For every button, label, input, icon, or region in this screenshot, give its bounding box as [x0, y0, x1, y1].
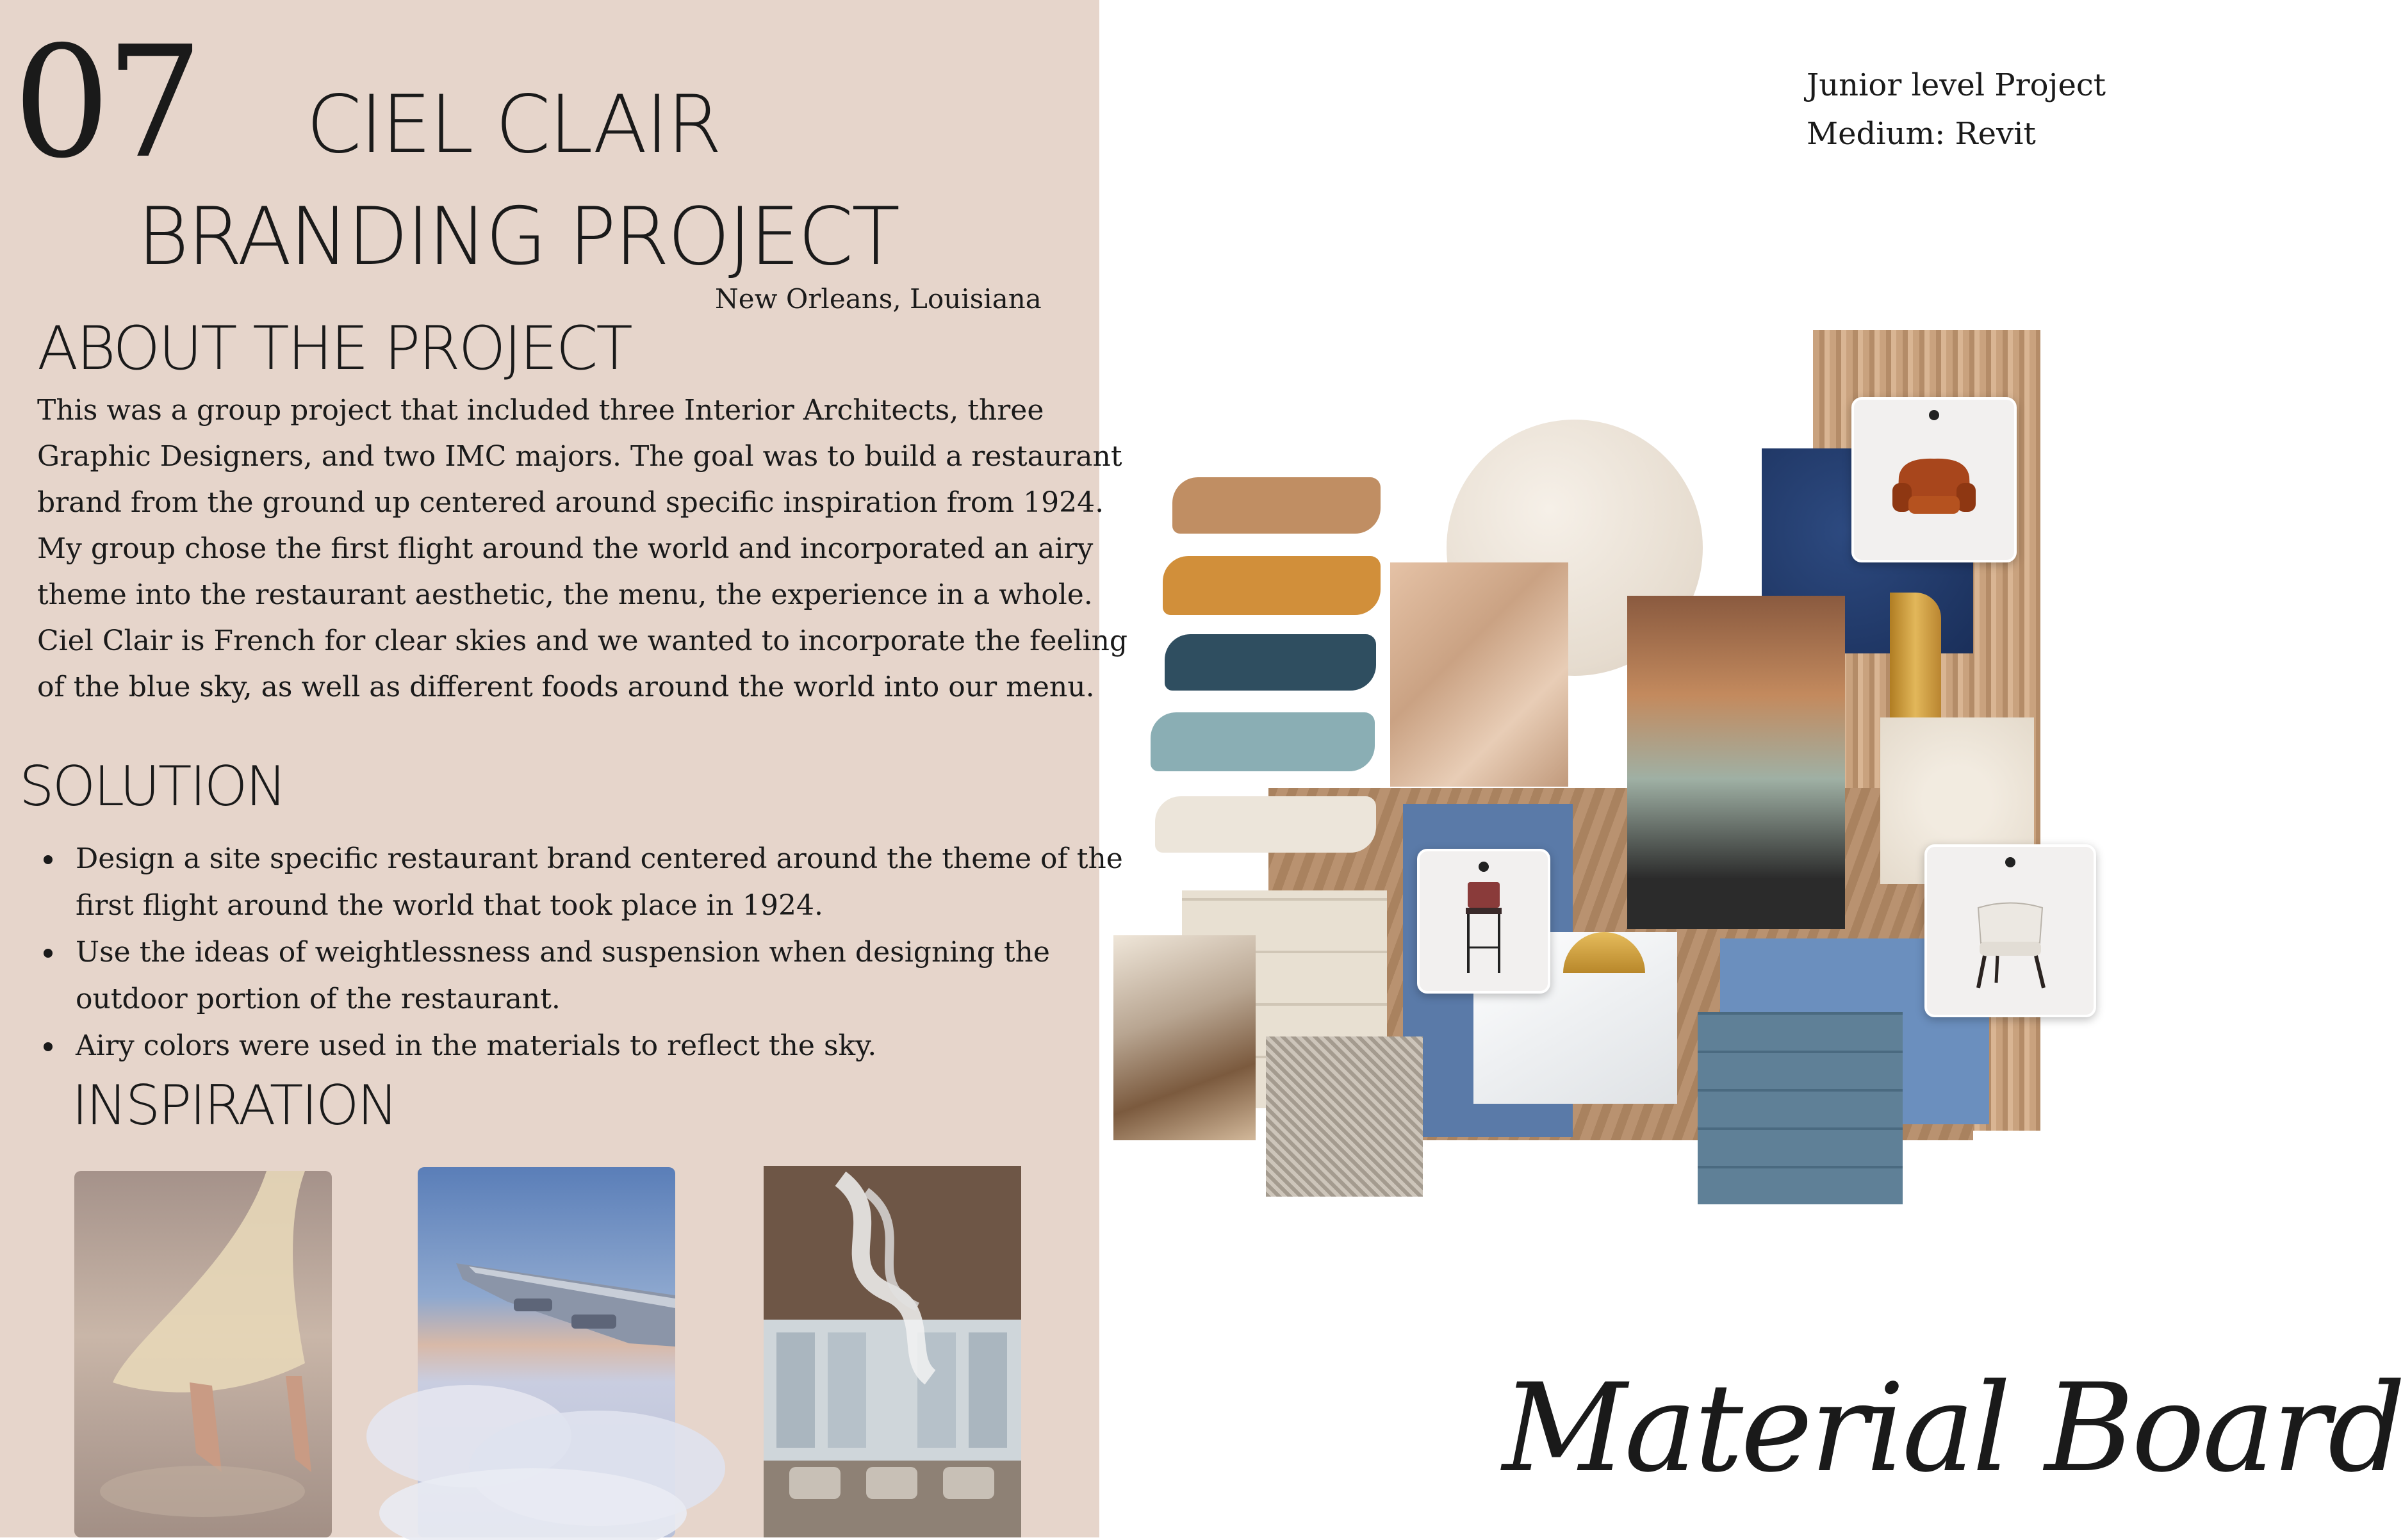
- restaurant-interior-photo: [1627, 596, 1845, 929]
- pin-icon: [1929, 410, 1939, 420]
- about-paragraph: [37, 388, 1128, 710]
- project-title-line1: CIEL CLAIR: [306, 79, 721, 171]
- blue-ceramic-tiles: [1698, 1012, 1903, 1204]
- project-title-line2: BRANDING PROJECT: [137, 191, 899, 283]
- bullet-text: first flight around the world that took place in 1924.: [76, 889, 823, 922]
- inspiration-photo-flowing-dress: [74, 1171, 332, 1537]
- inspiration-photo-airplane-wing: [418, 1167, 675, 1537]
- project-level: Junior level Project: [1807, 67, 2106, 103]
- bar-stool-icon: [1420, 851, 1548, 991]
- about-heading: ABOUT THE PROJECT: [37, 314, 631, 384]
- about-line: Graphic Designers, and two IMC majors. The goal was to build a restaurant: [37, 440, 1122, 473]
- solution-bullet: [38, 929, 1089, 1022]
- lounge-chair-card: [1851, 397, 2017, 562]
- pin-icon: [2005, 857, 2015, 867]
- bar-stool-card: [1417, 849, 1550, 994]
- project-number: 07: [13, 13, 199, 192]
- about-line: of the blue sky, as well as different foods around the world into our menu.: [37, 671, 1095, 703]
- bullet-text: Use the ideas of weightlessness and suspension when designing the: [76, 936, 1050, 969]
- lounge-chair-icon: [1854, 400, 2014, 560]
- solution-list: [38, 835, 1123, 1069]
- paint-swatch-ochre: [1163, 556, 1381, 615]
- project-medium: Medium: Revit: [1807, 116, 2036, 152]
- solution-bullet: [38, 835, 1123, 929]
- glass-ripple-sample: [1113, 935, 1256, 1140]
- paint-swatch-cream: [1155, 796, 1376, 853]
- about-line: brand from the ground up centered around specific inspiration from 1924.: [37, 486, 1104, 519]
- inspiration-photo-suspended-interior: [764, 1166, 1021, 1537]
- peach-silk-fabric: [1390, 562, 1568, 787]
- solution-bullet: [38, 1022, 1089, 1069]
- project-meta: [1807, 61, 2106, 158]
- bullet-text: Design a site specific restaurant brand centered around the theme of the: [76, 842, 1123, 875]
- bullet-text: Airy colors were used in the materials to reflect the sky.: [76, 1029, 877, 1062]
- paint-swatch-navy: [1165, 634, 1376, 691]
- material-board-title: Material Board: [1502, 1357, 2403, 1499]
- pin-icon: [1479, 862, 1489, 872]
- about-line: theme into the restaurant aesthetic, the menu, the experience in a whole.: [37, 578, 1093, 611]
- paint-swatch-tan: [1172, 477, 1381, 534]
- wing-illustration: [418, 1167, 675, 1537]
- paint-swatch-teal: [1151, 712, 1375, 771]
- project-location: New Orleans, Louisiana: [715, 283, 1042, 315]
- interior-illustration: [764, 1166, 1021, 1537]
- dining-chair-icon: [1927, 847, 2094, 1015]
- about-line: My group chose the first flight around the world and incorporated an airy: [37, 532, 1094, 565]
- dress-illustration: [74, 1171, 332, 1537]
- solution-heading: SOLUTION: [19, 755, 285, 819]
- about-line: Ciel Clair is French for clear skies and we wanted to incorporate the feeling: [37, 625, 1128, 657]
- bullet-text: outdoor portion of the restaurant.: [76, 983, 561, 1015]
- about-line: This was a group project that included three Interior Architects, three: [37, 394, 1044, 427]
- inspiration-heading: INSPIRATION: [72, 1074, 397, 1138]
- gray-tweed-carpet: [1266, 1036, 1423, 1197]
- dining-chair-card: [1924, 844, 2096, 1017]
